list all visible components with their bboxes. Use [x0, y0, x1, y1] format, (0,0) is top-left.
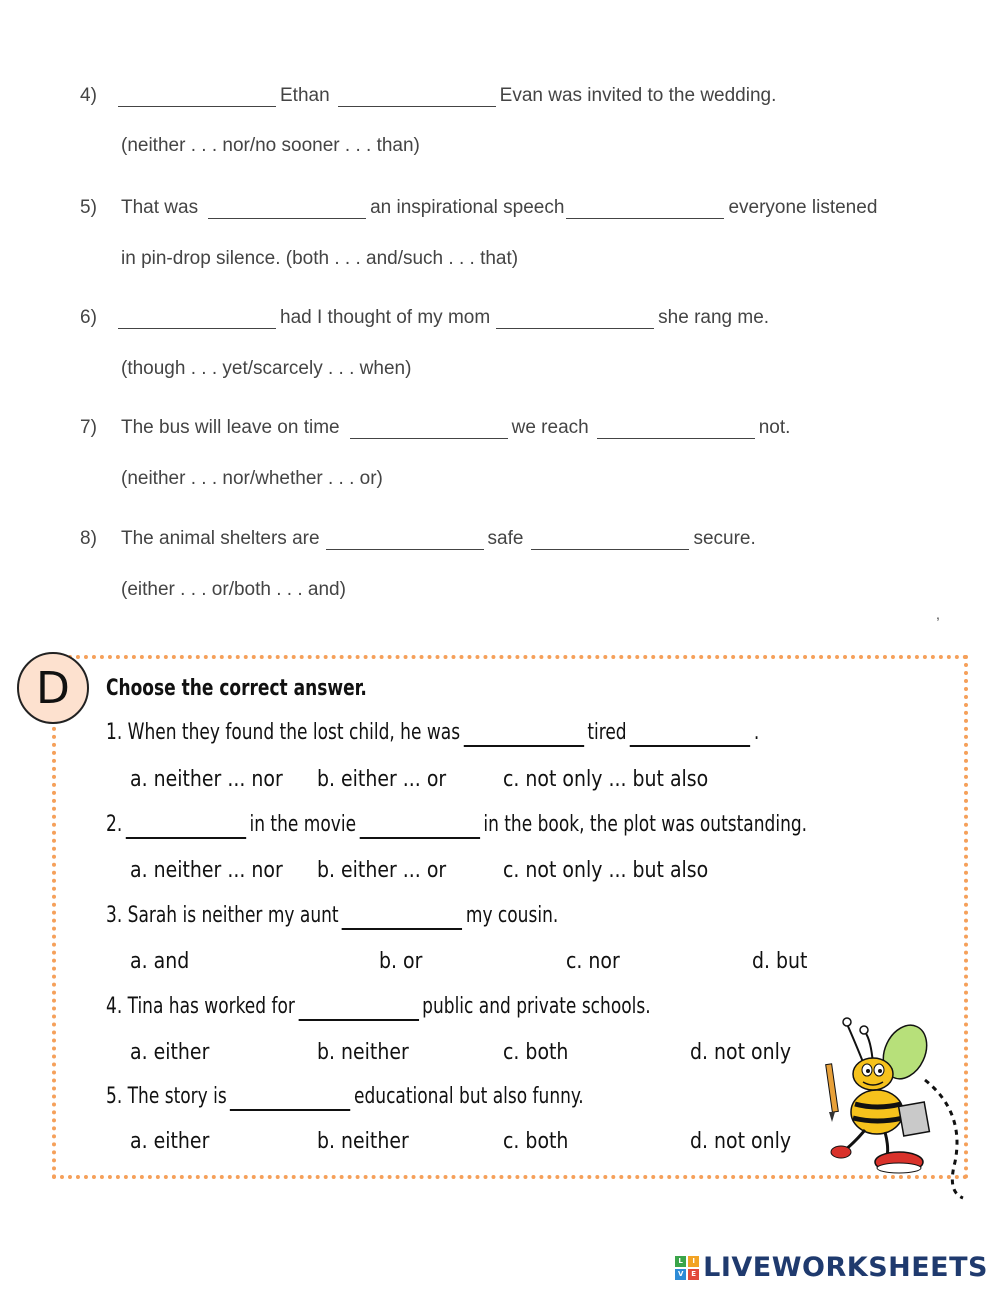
answer-blank[interactable] — [298, 999, 418, 1021]
question-hint: (neither . . . nor/whether . . . or) — [121, 468, 383, 489]
answer-blank[interactable] — [630, 725, 750, 747]
question-text: Ethan Evan was invited to the wedding. — [118, 85, 776, 107]
liveworksheets-logo — [675, 1252, 988, 1283]
question-number: 7) — [80, 417, 97, 438]
bee-mascot-icon — [815, 1012, 975, 1202]
option-d[interactable]: d. not only — [690, 1040, 792, 1065]
answer-blank[interactable] — [126, 817, 246, 839]
option-c[interactable]: c. not only ... but also — [503, 767, 709, 792]
mcq-question-1: 1. When they found the lost child, he was tired . — [106, 720, 760, 745]
question-number: 5) — [80, 197, 97, 218]
option-b[interactable]: b. neither — [317, 1040, 409, 1065]
question-number: 8) — [80, 528, 97, 549]
answer-blank[interactable] — [566, 200, 724, 219]
option-c[interactable]: c. not only ... but also — [503, 858, 709, 883]
answer-blank[interactable] — [342, 908, 462, 930]
answer-blank[interactable] — [350, 420, 508, 439]
section-title: Choose the correct answer. — [106, 676, 367, 701]
option-a[interactable]: a. neither ... nor — [130, 858, 283, 883]
mcq-question-2: 2. in the movie in the book, the plot was outstanding. — [106, 812, 808, 837]
answer-blank[interactable] — [597, 420, 755, 439]
question-number: 4) — [80, 85, 97, 106]
answer-blank[interactable] — [118, 88, 276, 107]
option-a[interactable]: a. and — [130, 949, 190, 974]
option-a[interactable]: a. neither ... nor — [130, 767, 283, 792]
option-c[interactable]: c. both — [503, 1040, 569, 1065]
option-b[interactable]: b. either ... or — [317, 767, 447, 792]
option-b[interactable]: b. either ... or — [317, 858, 447, 883]
option-d[interactable]: d. but — [752, 949, 808, 974]
question-hint: in pin-drop silence. (both . . . and/such . . . that) — [121, 248, 519, 269]
section-badge: D — [17, 652, 89, 724]
answer-blank[interactable] — [326, 531, 484, 550]
answer-blank[interactable] — [359, 817, 479, 839]
answer-blank[interactable] — [118, 310, 276, 329]
question-hint: (either . . . or/both . . . and) — [121, 579, 346, 600]
option-c[interactable]: c. both — [503, 1129, 569, 1154]
stray-mark: , — [936, 606, 940, 622]
option-a[interactable]: a. either — [130, 1040, 210, 1065]
mcq-question-5: 5. The story is educational but also funny. — [106, 1084, 584, 1109]
option-c[interactable]: c. nor — [566, 949, 620, 974]
answer-blank[interactable] — [338, 88, 496, 107]
answer-blank[interactable] — [496, 310, 654, 329]
question-text: had I thought of my mom she rang me. — [118, 307, 769, 329]
mcq-question-4: 4. Tina has worked for public and private schools. — [106, 994, 651, 1019]
option-a[interactable]: a. either — [130, 1129, 210, 1154]
answer-blank[interactable] — [208, 200, 366, 219]
mcq-question-3: 3. Sarah is neither my aunt my cousin. — [106, 903, 559, 928]
option-b[interactable]: b. neither — [317, 1129, 409, 1154]
question-number: 6) — [80, 307, 97, 328]
question-hint: (neither . . . nor/no sooner . . . than) — [121, 135, 420, 156]
answer-blank[interactable] — [531, 531, 689, 550]
logo-text: LIVEWORKSHEETS — [703, 1252, 988, 1283]
question-hint: (though . . . yet/scarcely . . . when) — [121, 358, 412, 379]
logo-grid-icon: L I V E — [675, 1256, 699, 1280]
question-text: The animal shelters are safe secure. — [121, 528, 756, 549]
question-text: The bus will leave on time we reach not. — [121, 417, 791, 438]
answer-blank[interactable] — [230, 1089, 350, 1111]
option-d[interactable]: d. not only — [690, 1129, 792, 1154]
option-b[interactable]: b. or — [379, 949, 423, 974]
question-text: That was an inspirational speech everyone listened — [121, 197, 878, 218]
answer-blank[interactable] — [464, 725, 584, 747]
